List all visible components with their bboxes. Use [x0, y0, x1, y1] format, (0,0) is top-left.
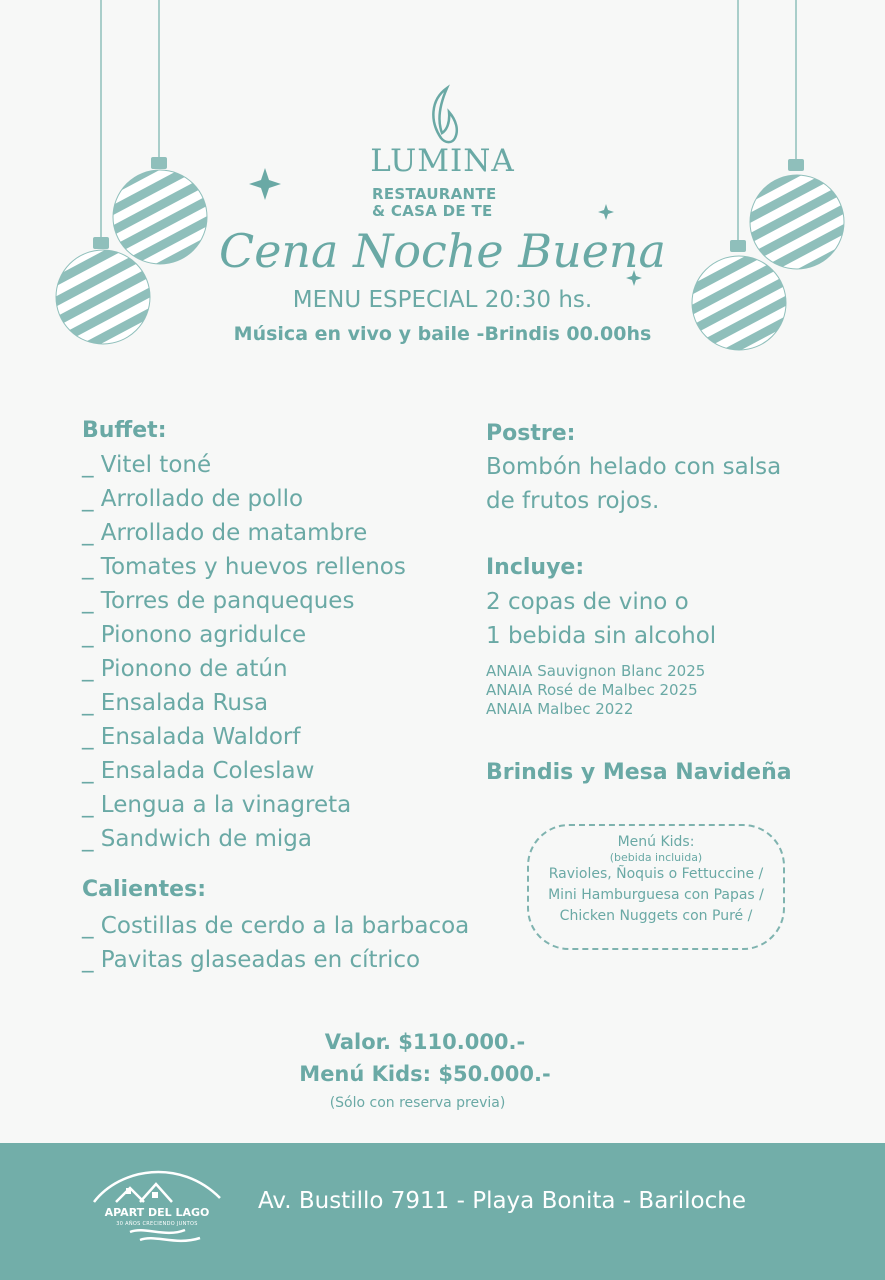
postre-line-1: Bombón helado con salsa	[486, 454, 782, 480]
list-item: _ Vitel toné	[82, 452, 212, 478]
event-title: Cena Noche Buena	[219, 224, 666, 278]
list-item: ANAIA Sauvignon Blanc 2025	[486, 662, 706, 680]
wine-list	[486, 662, 705, 719]
list-item: ANAIA Malbec 2022	[486, 700, 634, 718]
postre-heading: Postre:	[486, 421, 576, 446]
list-item: _ Tomates y huevos rellenos	[82, 554, 406, 580]
list-item: _ Ensalada Coleslaw	[82, 758, 315, 784]
list-item: _ Torres de panqueques	[82, 588, 355, 614]
reservation-note: (Sólo con reserva previa)	[329, 1095, 506, 1111]
calientes-list	[82, 909, 469, 977]
list-item: _ Pionono agridulce	[82, 622, 307, 648]
list-item: ANAIA Rosé de Malbec 2025	[486, 681, 698, 699]
footer-brand-tagline: 30 AÑOS CRECIENDO JUNTOS	[116, 1221, 198, 1227]
list-item: _ Arrollado de pollo	[82, 486, 304, 512]
brindis-heading: Brindis y Mesa Navideña	[486, 760, 792, 785]
list-item: _ Pavitas glaseadas en cítrico	[82, 947, 421, 973]
incluye-line-1: 2 copas de vino o	[486, 589, 689, 615]
postre-description	[486, 450, 781, 518]
logo-subtitle-line-2: & CASA DE TE	[372, 202, 493, 220]
restaurant-logo-subtitle	[372, 186, 497, 220]
list-item: _ Sandwich de miga	[82, 826, 312, 852]
postre-line-2: de frutos rojos.	[486, 488, 660, 514]
event-extras: Música en vivo y baile -Brindis 00.00hs	[233, 323, 652, 345]
kids-menu-note: (bebida incluida)	[609, 851, 703, 864]
buffet-heading: Buffet:	[82, 418, 167, 443]
list-item: _ Pionono de atún	[82, 656, 288, 682]
sparkle-star-icon	[598, 204, 614, 220]
flame-leaf-icon	[433, 88, 456, 142]
price-kids: Menú Kids: $50.000.-	[299, 1062, 551, 1086]
restaurant-logo-name: LUMINA	[370, 143, 515, 179]
price-main: Valor. $110.000.-	[324, 1030, 526, 1054]
incluye-description	[486, 585, 716, 653]
event-menu-time: MENU ESPECIAL 20:30 hs.	[292, 287, 593, 313]
incluye-heading: Incluye:	[486, 555, 585, 580]
list-item: _ Ensalada Rusa	[82, 690, 269, 716]
list-item: Chicken Nuggets con Puré /	[559, 908, 753, 924]
list-item: Mini Hamburguesa con Papas /	[548, 887, 764, 903]
list-item: Ravioles, Ñoquis o Fettuccine /	[548, 866, 764, 882]
calientes-heading: Calientes:	[82, 877, 206, 902]
logo-subtitle-line-1: RESTAURANTE	[372, 185, 497, 203]
kids-menu-title: Menú Kids:	[617, 834, 695, 850]
list-item: _ Arrollado de matambre	[82, 520, 368, 546]
footer-address: Av. Bustillo 7911 - Playa Bonita - Bariloche	[258, 1188, 746, 1214]
incluye-line-2: 1 bebida sin alcohol	[486, 623, 717, 649]
house-roof-icon	[90, 1158, 224, 1248]
list-item: _ Ensalada Waldorf	[82, 724, 301, 750]
list-item: _ Lengua a la vinagreta	[82, 792, 352, 818]
buffet-list	[82, 448, 406, 856]
list-item: _ Costillas de cerdo a la barbacoa	[82, 913, 470, 939]
footer-brand-name: APART DEL LAGO	[104, 1206, 210, 1219]
kids-menu-box	[527, 824, 785, 950]
